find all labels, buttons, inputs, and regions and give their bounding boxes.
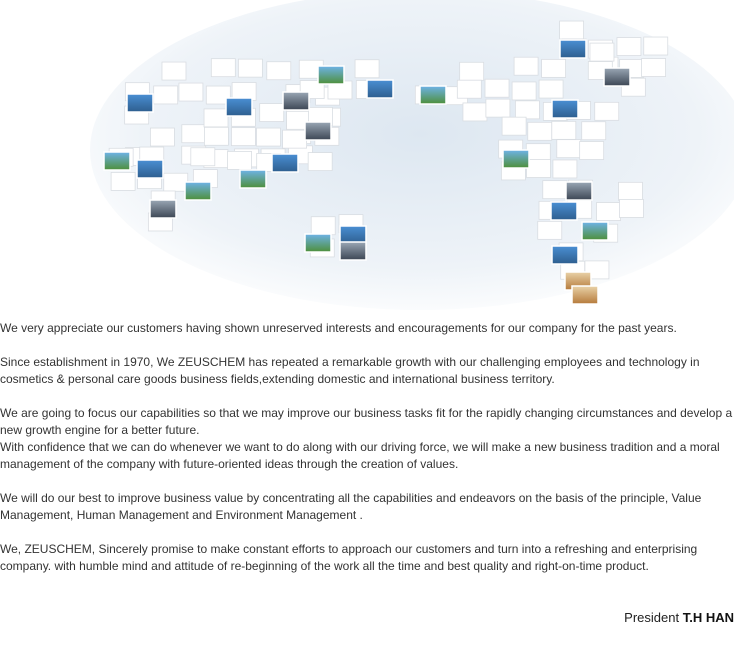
collage-tile [485,79,509,97]
collage-tile [512,82,536,100]
collage-photo [572,286,598,304]
collage-tile [644,37,668,55]
collage-tile [515,101,539,119]
collage-tile [528,122,552,140]
collage-tile [619,199,643,217]
collage-tile [597,203,621,221]
collage-tile [560,21,584,39]
collage-tile [580,142,604,160]
collage-photo [137,160,163,178]
collage-photo [272,154,298,172]
greeting-paragraph-5 [0,541,734,575]
signature-name: T.H HAN [682,610,734,625]
collage-tile [355,60,379,78]
greeting-line: We, ZEUSCHEM, Sincerely promise to make constant efforts to approach our customers and turn into a refreshing and enterprising company. with humble mind and attitude of re-beginning of the work all the time and best quality and right-on-time product. [0,542,698,573]
collage-tile [231,128,255,146]
collage-photo [127,94,153,112]
collage-tile [463,103,487,121]
greeting-paragraph-1 [0,320,734,337]
collage-tile [182,125,206,143]
collage-photo [552,100,578,118]
collage-photo [582,222,608,240]
collage-tile [642,59,666,77]
collage-photo [185,182,211,200]
collage-photo [551,202,577,220]
greeting-paragraph-2 [0,354,734,388]
collage-tile [111,172,135,190]
collage-tile [526,160,550,178]
collage-tile [486,99,510,117]
collage-tile [191,148,215,166]
collage-tile [260,104,284,122]
collage-photo [566,182,592,200]
collage-photo [367,80,393,98]
collage-tile [460,62,484,80]
greeting-paragraph-4 [0,490,734,524]
collage-tile [311,217,335,235]
collage-tile [526,144,550,162]
collage-tile [552,121,576,139]
collage-tile [502,117,526,135]
greeting-line: With confidence that we can do whenever we want to do along with our driving force, we will make a new business tradition and a moral management of the company with future-oriented ideas through the creation of values. [0,440,720,471]
collage-tile [154,86,178,104]
collage-tile [542,59,566,77]
collage-tile [557,140,581,158]
world-map-photo-collage [0,0,734,312]
collage-tile [211,59,235,77]
collage-tile [228,151,252,169]
collage-photo [226,98,252,116]
collage-tile [256,128,280,146]
collage-photo [283,92,309,110]
collage-tile [267,62,291,80]
collage-photo [240,170,266,188]
greeting-line: We are going to focus our capabilities so that we may improve our business tasks fit for the rapidly changing circumstances and develop a new growth engine for a better future. [0,406,733,437]
greeting-line: We will do our best to improve business value by concentrating all the capabilities and endeavors on the basis of the principle, Value Management, Human Management and Environment Management . [0,491,702,522]
collage-tile [538,221,562,239]
collage-photo [305,122,331,140]
collage-photo [552,246,578,264]
collage-tile [164,173,188,191]
collage-tile [539,80,563,98]
collage-tile [514,57,538,75]
signature [624,610,734,625]
collage-photo [104,152,130,170]
collage-tile [150,128,174,146]
collage-tile [590,43,614,61]
greeting-paragraph-3 [0,405,734,473]
collage-photo [340,242,366,260]
collage-tile [582,122,606,140]
collage-tile [619,182,643,200]
collage-tile [553,160,577,178]
collage-tile [204,109,228,127]
collage-photo [503,150,529,168]
collage-photo [420,86,446,104]
collage-tile [543,181,567,199]
collage-tile [457,80,481,98]
collage-tile [162,62,186,80]
collage-tile [204,127,228,145]
collage-photo [318,66,344,84]
collage-photo [150,200,176,218]
collage-tile [238,59,262,77]
greeting-paragraphs [0,320,734,575]
greeting-line: Since establishment in 1970, We ZEUSCHEM has repeated a remarkable growth with our challenging employees and technology in cosmetics & personal care goods business fields,extending domestic and international business territory. [0,355,700,386]
collage-tile [283,130,307,148]
signature-title: President [624,610,680,625]
collage-graphic [0,0,734,312]
ceo-greeting [0,320,734,592]
collage-tile [617,38,641,56]
collage-photo [305,234,331,252]
collage-photo [560,40,586,58]
collage-photo [604,68,630,86]
collage-tile [179,83,203,101]
greeting-line: We very appreciate our customers having shown unreserved interests and encouragements for our company for the past years. [0,321,677,335]
collage-tile [308,153,332,171]
collage-tile [595,102,619,120]
